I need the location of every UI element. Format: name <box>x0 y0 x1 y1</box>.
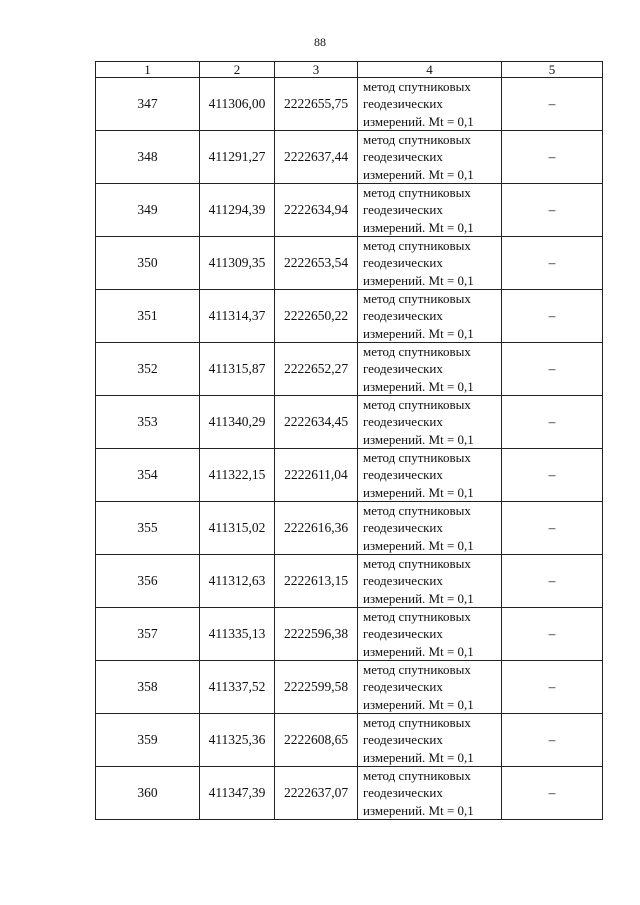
method-text-line: геодезических <box>363 467 443 483</box>
method-text-line: метод спутниковых <box>363 344 471 360</box>
method-cell <box>358 78 502 131</box>
method-text-line: измерений. Mt = 0,1 <box>363 378 474 394</box>
point-number-cell: 360 <box>96 767 200 820</box>
method-text-line: измерений. Mt = 0,1 <box>363 484 474 500</box>
table-row <box>96 184 603 237</box>
method-cell <box>358 767 502 820</box>
x-coordinate-cell: 411315,02 <box>200 502 275 555</box>
x-coordinate-cell: 411315,87 <box>200 343 275 396</box>
method-text-line: геодезических <box>363 414 443 430</box>
x-coordinate-cell: 411309,35 <box>200 237 275 290</box>
point-number-cell: 359 <box>96 714 200 767</box>
y-coordinate-cell: 2222650,22 <box>275 290 358 343</box>
point-number-cell: 347 <box>96 78 200 131</box>
y-coordinate-cell: 2222655,75 <box>275 78 358 131</box>
coordinates-table <box>95 61 603 820</box>
point-number-cell: 352 <box>96 343 200 396</box>
table-row <box>96 343 603 396</box>
note-cell: – <box>502 608 603 661</box>
note-cell: – <box>502 396 603 449</box>
header-col-1: 1 <box>96 62 200 78</box>
y-coordinate-cell: 2222634,45 <box>275 396 358 449</box>
method-text-line: метод спутниковых <box>363 397 471 413</box>
method-text-line: измерений. Mt = 0,1 <box>363 749 474 765</box>
method-text-line: измерений. Mt = 0,1 <box>363 219 474 235</box>
method-cell <box>358 237 502 290</box>
method-cell <box>358 184 502 237</box>
y-coordinate-cell: 2222616,36 <box>275 502 358 555</box>
method-text-line: измерений. Mt = 0,1 <box>363 696 474 712</box>
header-col-2: 2 <box>200 62 275 78</box>
table-row <box>96 78 603 131</box>
y-coordinate-cell: 2222653,54 <box>275 237 358 290</box>
table-row <box>96 502 603 555</box>
table-row <box>96 608 603 661</box>
method-cell <box>358 555 502 608</box>
x-coordinate-cell: 411294,39 <box>200 184 275 237</box>
method-text-line: измерений. Mt = 0,1 <box>363 166 474 182</box>
table-row <box>96 555 603 608</box>
y-coordinate-cell: 2222596,38 <box>275 608 358 661</box>
method-text-line: геодезических <box>363 149 443 165</box>
table-row <box>96 449 603 502</box>
table-row <box>96 237 603 290</box>
table-header <box>96 62 603 78</box>
note-cell: – <box>502 343 603 396</box>
x-coordinate-cell: 411314,37 <box>200 290 275 343</box>
method-text-line: геодезических <box>363 520 443 536</box>
point-number-cell: 351 <box>96 290 200 343</box>
method-text-line: геодезических <box>363 361 443 377</box>
method-text-line: геодезических <box>363 255 443 271</box>
x-coordinate-cell: 411335,13 <box>200 608 275 661</box>
method-cell <box>358 608 502 661</box>
x-coordinate-cell: 411306,00 <box>200 78 275 131</box>
point-number-cell: 348 <box>96 131 200 184</box>
point-number-cell: 357 <box>96 608 200 661</box>
note-cell: – <box>502 290 603 343</box>
y-coordinate-cell: 2222613,15 <box>275 555 358 608</box>
method-cell <box>358 290 502 343</box>
method-text-line: метод спутниковых <box>363 132 471 148</box>
y-coordinate-cell: 2222652,27 <box>275 343 358 396</box>
method-text-line: геодезических <box>363 573 443 589</box>
method-text-line: метод спутниковых <box>363 768 471 784</box>
note-cell: – <box>502 555 603 608</box>
method-text-line: геодезических <box>363 679 443 695</box>
header-col-3: 3 <box>275 62 358 78</box>
table-row <box>96 290 603 343</box>
method-text-line: измерений. Mt = 0,1 <box>363 431 474 447</box>
method-cell <box>358 396 502 449</box>
note-cell: – <box>502 502 603 555</box>
method-text-line: измерений. Mt = 0,1 <box>363 590 474 606</box>
header-col-5: 5 <box>502 62 603 78</box>
point-number-cell: 354 <box>96 449 200 502</box>
method-text-line: геодезических <box>363 202 443 218</box>
method-cell <box>358 502 502 555</box>
x-coordinate-cell: 411340,29 <box>200 396 275 449</box>
header-col-4: 4 <box>358 62 502 78</box>
method-cell <box>358 343 502 396</box>
table-body <box>96 78 603 820</box>
table-row <box>96 661 603 714</box>
table-row <box>96 396 603 449</box>
method-text-line: метод спутниковых <box>363 609 471 625</box>
point-number-cell: 358 <box>96 661 200 714</box>
note-cell: – <box>502 449 603 502</box>
method-text-line: геодезических <box>363 732 443 748</box>
note-cell: – <box>502 78 603 131</box>
page-number: 88 <box>314 35 326 49</box>
x-coordinate-cell: 411322,15 <box>200 449 275 502</box>
point-number-cell: 355 <box>96 502 200 555</box>
method-text-line: метод спутниковых <box>363 450 471 466</box>
note-cell: – <box>502 184 603 237</box>
y-coordinate-cell: 2222608,65 <box>275 714 358 767</box>
point-number-cell: 356 <box>96 555 200 608</box>
method-text-line: измерений. Mt = 0,1 <box>363 643 474 659</box>
note-cell: – <box>502 237 603 290</box>
method-text-line: метод спутниковых <box>363 291 471 307</box>
table-row <box>96 131 603 184</box>
y-coordinate-cell: 2222611,04 <box>275 449 358 502</box>
x-coordinate-cell: 411347,39 <box>200 767 275 820</box>
method-text-line: метод спутниковых <box>363 185 471 201</box>
point-number-cell: 350 <box>96 237 200 290</box>
method-text-line: метод спутниковых <box>363 79 471 95</box>
method-text-line: геодезических <box>363 626 443 642</box>
method-text-line: метод спутниковых <box>363 503 471 519</box>
method-text-line: измерений. Mt = 0,1 <box>363 272 474 288</box>
x-coordinate-cell: 411312,63 <box>200 555 275 608</box>
header-row <box>96 62 603 78</box>
table-row <box>96 714 603 767</box>
x-coordinate-cell: 411337,52 <box>200 661 275 714</box>
note-cell: – <box>502 131 603 184</box>
note-cell: – <box>502 767 603 820</box>
method-text-line: геодезических <box>363 96 443 112</box>
method-text-line: измерений. Mt = 0,1 <box>363 537 474 553</box>
point-number-cell: 353 <box>96 396 200 449</box>
method-cell <box>358 449 502 502</box>
y-coordinate-cell: 2222637,44 <box>275 131 358 184</box>
method-text-line: измерений. Mt = 0,1 <box>363 113 474 129</box>
note-cell: – <box>502 661 603 714</box>
method-text-line: метод спутниковых <box>363 715 471 731</box>
point-number-cell: 349 <box>96 184 200 237</box>
method-text-line: метод спутниковых <box>363 662 471 678</box>
method-cell <box>358 131 502 184</box>
x-coordinate-cell: 411291,27 <box>200 131 275 184</box>
method-text-line: измерений. Mt = 0,1 <box>363 325 474 341</box>
method-text-line: геодезических <box>363 785 443 801</box>
method-text-line: метод спутниковых <box>363 556 471 572</box>
method-text-line: метод спутниковых <box>363 238 471 254</box>
method-text-line: геодезических <box>363 308 443 324</box>
y-coordinate-cell: 2222599,58 <box>275 661 358 714</box>
note-cell: – <box>502 714 603 767</box>
x-coordinate-cell: 411325,36 <box>200 714 275 767</box>
y-coordinate-cell: 2222637,07 <box>275 767 358 820</box>
method-text-line: измерений. Mt = 0,1 <box>363 802 474 818</box>
y-coordinate-cell: 2222634,94 <box>275 184 358 237</box>
method-cell <box>358 661 502 714</box>
table-row <box>96 767 603 820</box>
method-cell <box>358 714 502 767</box>
